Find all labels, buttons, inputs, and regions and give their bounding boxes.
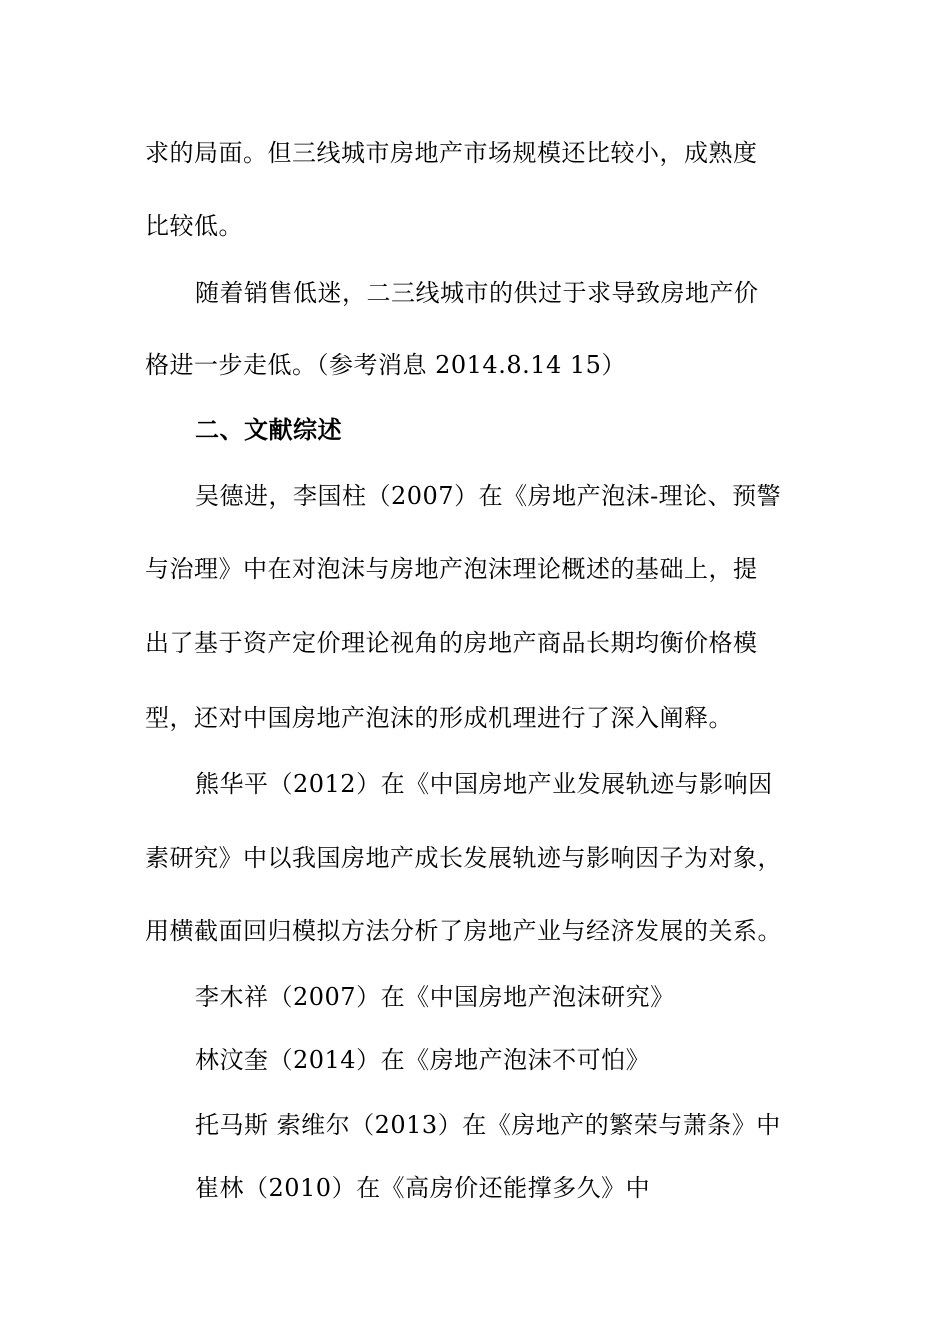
reference-line: 托马斯 索维尔（2013）在《房地产的繁荣与萧条》中 xyxy=(195,1111,781,1139)
reference-line: 崔林（2010）在《高房价还能撑多久》中 xyxy=(195,1174,651,1202)
reference-line: 李木祥（2007）在《中国房地产泡沫研究》 xyxy=(195,983,675,1011)
body-text-line: 素研究》中以我国房地产成长发展轨迹与影响因子为对象， xyxy=(145,844,782,872)
body-text-line: 型，还对中国房地产泡沫的形成机理进行了深入阐释。 xyxy=(145,704,733,732)
body-text-line: 与治理》中在对泡沫与房地产泡沫理论概述的基础上，提 xyxy=(145,555,758,583)
paragraph-first-line: 熊华平（2012）在《中国房地产业发展轨迹与影响因 xyxy=(195,770,773,798)
body-text-line: 出了基于资产定价理论视角的房地产商品长期均衡价格模 xyxy=(145,629,758,657)
paragraph-first-line: 随着销售低迷，二三线城市的供过于求导致房地产价 xyxy=(195,279,759,307)
body-text-line: 比较低。 xyxy=(145,212,243,240)
section-heading: 二、文献综述 xyxy=(195,415,342,444)
body-text-line: 用横截面回归模拟方法分析了房地产业与经济发展的关系。 xyxy=(145,917,782,945)
body-text-line: 格进一步走低。（参考消息 2014.8.14 15） xyxy=(145,351,626,379)
paragraph-first-line: 吴德进，李国柱（2007）在《房地产泡沫-理论、预警 xyxy=(195,482,782,510)
body-text-line: 求的局面。但三线城市房地产市场规模还比较小，成熟度 xyxy=(145,139,758,167)
reference-line: 林汶奎（2014）在《房地产泡沫不可怕》 xyxy=(195,1046,651,1074)
